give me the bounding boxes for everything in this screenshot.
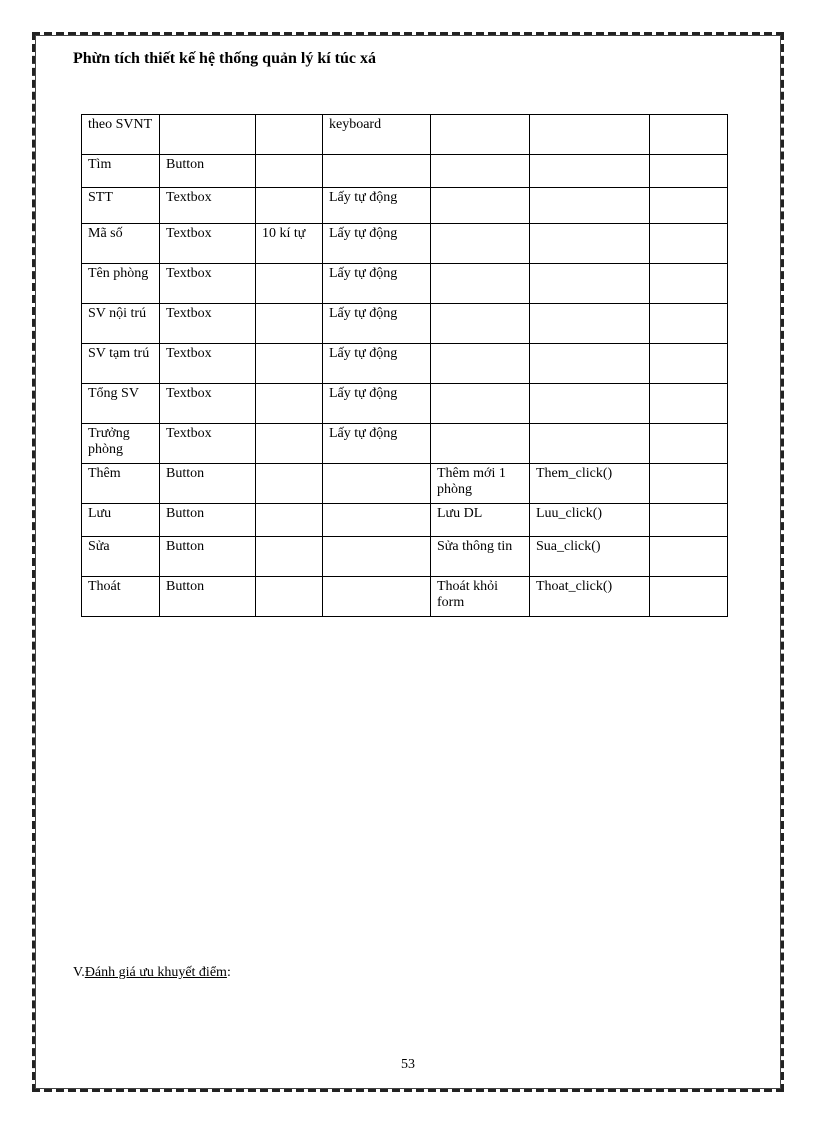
section-colon: :	[226, 965, 231, 980]
table-cell	[256, 304, 323, 344]
table-cell: Lấy tự động	[323, 224, 431, 264]
table-cell: STT	[82, 188, 160, 224]
table-cell: keyboard	[323, 115, 431, 155]
table-row	[82, 424, 728, 464]
table-cell: Thêm	[82, 464, 160, 504]
table-cell	[650, 424, 728, 464]
table-cell	[256, 344, 323, 384]
table-cell: Textbox	[160, 224, 256, 264]
table-cell: Textbox	[160, 264, 256, 304]
table-cell	[431, 424, 530, 464]
table-cell	[650, 224, 728, 264]
table-cell	[323, 464, 431, 504]
table-cell: Textbox	[160, 384, 256, 424]
table-cell	[256, 264, 323, 304]
table-cell: Lấy tự động	[323, 344, 431, 384]
table-cell: Textbox	[160, 304, 256, 344]
table-cell: Lấy tự động	[323, 188, 431, 224]
table-cell	[256, 464, 323, 504]
table-row	[82, 464, 728, 504]
table-cell	[530, 424, 650, 464]
section-title: Đánh giá ưu khuyết điểm	[84, 965, 227, 980]
table-cell: Thêm mới 1 phòng	[431, 464, 530, 504]
table-cell	[530, 224, 650, 264]
table-cell: Lấy tự động	[323, 384, 431, 424]
table-cell	[530, 304, 650, 344]
table-cell	[256, 384, 323, 424]
table-cell: Sửa thông tin	[431, 537, 530, 577]
table-cell	[650, 188, 728, 224]
table-cell: Tên phòng	[82, 264, 160, 304]
table-cell	[323, 537, 431, 577]
table-cell	[650, 155, 728, 188]
table-cell	[323, 504, 431, 537]
table-cell: Mã số	[82, 224, 160, 264]
table-cell: Thoát	[82, 577, 160, 617]
table-row	[82, 577, 728, 617]
table-cell: Textbox	[160, 424, 256, 464]
table-row	[82, 504, 728, 537]
table-cell	[530, 188, 650, 224]
table-cell	[530, 115, 650, 155]
table-row	[82, 344, 728, 384]
table-cell: SV tạm trú	[82, 344, 160, 384]
table-row	[82, 115, 728, 155]
table-cell	[256, 115, 323, 155]
table-cell: Button	[160, 577, 256, 617]
table-cell	[256, 537, 323, 577]
table-cell: Textbox	[160, 344, 256, 384]
table-cell	[323, 577, 431, 617]
table-cell: Lấy tự động	[323, 264, 431, 304]
table-row	[82, 188, 728, 224]
table-cell	[256, 577, 323, 617]
table-cell	[431, 344, 530, 384]
table-cell: Sửa	[82, 537, 160, 577]
table-cell: Button	[160, 155, 256, 188]
table-cell: SV nội trú	[82, 304, 160, 344]
table-cell	[256, 188, 323, 224]
table-cell: Thoat_click()	[530, 577, 650, 617]
table-cell	[256, 504, 323, 537]
table-cell: Them_click()	[530, 464, 650, 504]
table-cell	[530, 344, 650, 384]
table-cell: Lấy tự động	[323, 424, 431, 464]
table-cell: Lưu	[82, 504, 160, 537]
table-cell: Lưu DL	[431, 504, 530, 537]
page-header-title: Phừn tích thiết kế hệ thống quản lý kí túc xá	[73, 50, 376, 67]
table-cell: theo SVNT	[82, 115, 160, 155]
control-spec-table	[81, 114, 728, 617]
table-cell: Textbox	[160, 188, 256, 224]
section-heading	[73, 965, 231, 981]
table-cell	[650, 577, 728, 617]
table-cell	[650, 537, 728, 577]
table-cell	[650, 344, 728, 384]
table-cell: Button	[160, 464, 256, 504]
table-cell: Button	[160, 537, 256, 577]
table-cell	[431, 304, 530, 344]
table-cell: Thoát khỏi form	[431, 577, 530, 617]
table-cell	[256, 155, 323, 188]
table-cell: Tìm	[82, 155, 160, 188]
table-cell	[530, 384, 650, 424]
table-cell	[323, 155, 431, 188]
table-row	[82, 155, 728, 188]
table-cell: 10 kí tự	[256, 224, 323, 264]
table-row	[82, 304, 728, 344]
table-cell: Luu_click()	[530, 504, 650, 537]
table-cell	[431, 155, 530, 188]
page-number: 53	[401, 1057, 415, 1072]
table-cell	[530, 155, 650, 188]
table-cell	[650, 304, 728, 344]
table-cell	[650, 504, 728, 537]
table-row	[82, 224, 728, 264]
table-row	[82, 384, 728, 424]
table-cell: Sua_click()	[530, 537, 650, 577]
table-cell	[431, 188, 530, 224]
table-cell	[431, 384, 530, 424]
section-number: V.	[73, 965, 85, 980]
table-cell	[650, 115, 728, 155]
table-cell	[530, 264, 650, 304]
table-cell	[431, 115, 530, 155]
table-cell: Lấy tự động	[323, 304, 431, 344]
table-cell	[256, 424, 323, 464]
table-row	[82, 537, 728, 577]
table-cell	[431, 264, 530, 304]
table-cell	[650, 384, 728, 424]
table-cell	[650, 264, 728, 304]
table-row	[82, 264, 728, 304]
table-cell: Tổng SV	[82, 384, 160, 424]
table-cell	[431, 224, 530, 264]
table-cell	[160, 115, 256, 155]
table-cell: Trưởng phòng	[82, 424, 160, 464]
table-cell	[650, 464, 728, 504]
table-cell: Button	[160, 504, 256, 537]
